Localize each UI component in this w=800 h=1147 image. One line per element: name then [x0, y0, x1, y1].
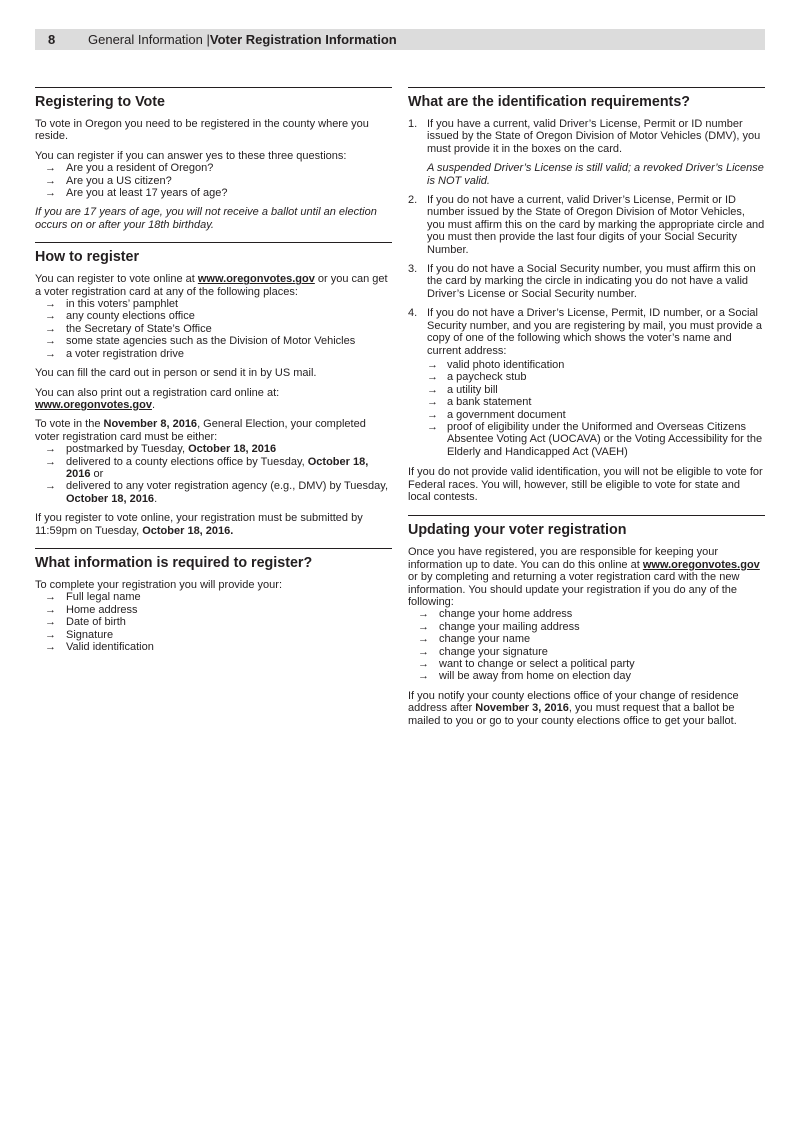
- list-item: → delivered to any voter registration agency (e.g., DMV) by Tuesday, October 18, 2016.: [35, 480, 392, 505]
- list-item: → a voter registration drive: [35, 348, 392, 360]
- registration-places: [35, 298, 392, 360]
- identification-closing: If you do not provide valid identification, you will not be eligible to vote for Federal races. You will, however, still be eligible to vote for state and local contests.: [408, 466, 763, 503]
- list-item: → a bank statement: [427, 396, 765, 408]
- list-item: → valid photo identification: [427, 359, 765, 371]
- oregonvotes-link[interactable]: www.oregonvotes.gov: [642, 558, 760, 571]
- list-item: 3. If you do not have a Social Security number, you must affirm this on the card by marking the circle in indicating you do not have a valid Driver’s License or Social Security number.: [408, 263, 756, 300]
- list-item: → some state agencies such as the Division of Motor Vehicles: [35, 335, 392, 347]
- list-item: → change your signature: [408, 646, 765, 658]
- right-column: [408, 87, 765, 734]
- list-item: → Are you a US citizen?: [35, 175, 392, 187]
- page-number: 8: [48, 32, 56, 47]
- list-item: → change your name: [408, 633, 765, 645]
- license-note: A suspended Driver’s License is still valid; a revoked Driver’s License is NOT valid.: [427, 162, 764, 187]
- list-item: → a utility bill: [427, 384, 765, 396]
- list-item: 4. If you do not have a Driver’s License, Permit, ID number, or a Social Security number, and you are registering by mail, you must provide a copy of one of the following which shows the voter’s name and current address: → valid photo identification → a paycheck stub → a utility bill → a bank statement → a government document → proof of eligibility under the Uniformed and Overseas Citizens Absentee Voting Act (UOCAVA) or the Voting Accessibility for the Elderly and Handicapped Act (VAEH): [408, 307, 765, 458]
- identification-heading: What are the identification requirements?: [408, 94, 691, 110]
- registering-intro: To vote in Oregon you need to be registered in the county where you reside.: [35, 118, 369, 143]
- deadline-options: [35, 443, 392, 505]
- age-note: If you are 17 years of age, you will not receive a ballot until an election occurs on or after your 18th birthday.: [35, 206, 377, 231]
- list-item: → change your mailing address: [408, 621, 765, 633]
- page-header: [35, 29, 765, 50]
- updating-heading: Updating your voter registration: [408, 522, 627, 539]
- print-card-note: You can also print out a registration card online at: www.oregonvotes.gov.: [35, 386, 280, 411]
- mail-note: You can fill the card out in person or send it in by US mail.: [35, 367, 317, 380]
- list-item: → Are you at least 17 years of age?: [35, 187, 392, 199]
- oregonvotes-link[interactable]: www.oregonvotes.gov: [197, 273, 315, 286]
- list-item: → change your home address: [408, 608, 765, 620]
- required-info-section: [35, 548, 392, 653]
- registering-heading: Registering to Vote: [35, 94, 166, 110]
- registering-eligibility: You can register if you can answer yes to these three questions:: [35, 149, 347, 162]
- list-item: → the Secretary of State’s Office: [35, 323, 392, 335]
- list-item: → want to change or select a political party: [408, 658, 765, 670]
- address-change-note: If you notify your county elections office of your change of residence address after November 3, 2016, you must request that a ballot be mailed to you or go to your county elections office to get your ballot.: [408, 689, 739, 727]
- accepted-documents: [427, 359, 765, 458]
- how-intro: You can register to vote online at www.oregonvotes.gov or you can get a voter registration card at any of the following places:: [35, 273, 388, 298]
- list-item: → will be away from home on election day: [408, 670, 765, 682]
- election-deadline-intro: To vote in the November 8, 2016, General Election, your completed voter registration card must be either:: [35, 418, 366, 443]
- required-info-heading: What information is required to register?: [35, 554, 313, 571]
- updating-section: [408, 515, 765, 727]
- list-item: → postmarked by Tuesday, October 18, 2016: [35, 443, 392, 455]
- required-info-list: [35, 591, 392, 653]
- updating-intro: Once you have registered, you are responsible for keeping your information up to date. You can do this online at www.oregonvotes.gov or by completing and returning a voter registration card with the new information. You should update your registration if you do any of the following:: [408, 546, 760, 608]
- online-deadline-note: If you register to vote online, your registration must be submitted by 11:59pm on Tuesday, October 18, 2016.: [35, 512, 363, 537]
- list-item: → a paycheck stub: [427, 371, 765, 383]
- how-to-register-section: [35, 242, 392, 537]
- section-title: General Information |Voter Registration Information: [88, 32, 397, 47]
- list-item: → Full legal name: [35, 591, 392, 603]
- list-item: 2. If you do not have a current, valid Driver’s License, Permit or ID number issued by the State of Oregon Division of Motor Vehicles, you must affirm this on the card by marking the appropriate circle and you must then provide the last four digits of your Social Security Number.: [408, 194, 765, 256]
- list-item: 1. If you have a current, valid Driver’s License, Permit or ID number issued by the State of Oregon Division of Motor Vehicles (DMV), you must provide it in the boxes on the card. A suspended Driver’s License is still valid; a revoked Driver’s License is NOT valid.: [408, 118, 764, 187]
- list-item: → delivered to a county elections office by Tuesday, October 18, 2016 or: [35, 456, 392, 481]
- list-item: → proof of eligibility under the Uniformed and Overseas Citizens Absentee Voting Act (UOCAVA) or the Voting Accessibility for the Elderly and Handicapped Act (VAEH): [427, 421, 765, 458]
- list-item: → Signature: [35, 629, 392, 641]
- left-column: [35, 87, 392, 660]
- identification-list: [408, 118, 765, 458]
- list-item: → Are you a resident of Oregon?: [35, 162, 392, 174]
- required-info-intro: To complete your registration you will provide your:: [35, 578, 283, 591]
- list-item: → Date of birth: [35, 616, 392, 628]
- update-reasons: [408, 608, 765, 682]
- eligibility-questions: [35, 162, 392, 199]
- list-item: → Home address: [35, 604, 392, 616]
- how-to-register-heading: How to register: [35, 249, 140, 266]
- list-item: → Valid identification: [35, 641, 392, 653]
- registering-section: [35, 87, 392, 231]
- identification-section: [408, 87, 765, 503]
- oregonvotes-link[interactable]: www.oregonvotes.gov: [35, 398, 152, 411]
- list-item: → a government document: [427, 409, 765, 421]
- list-item: → any county elections office: [35, 310, 392, 322]
- list-item: → in this voters’ pamphlet: [35, 298, 392, 310]
